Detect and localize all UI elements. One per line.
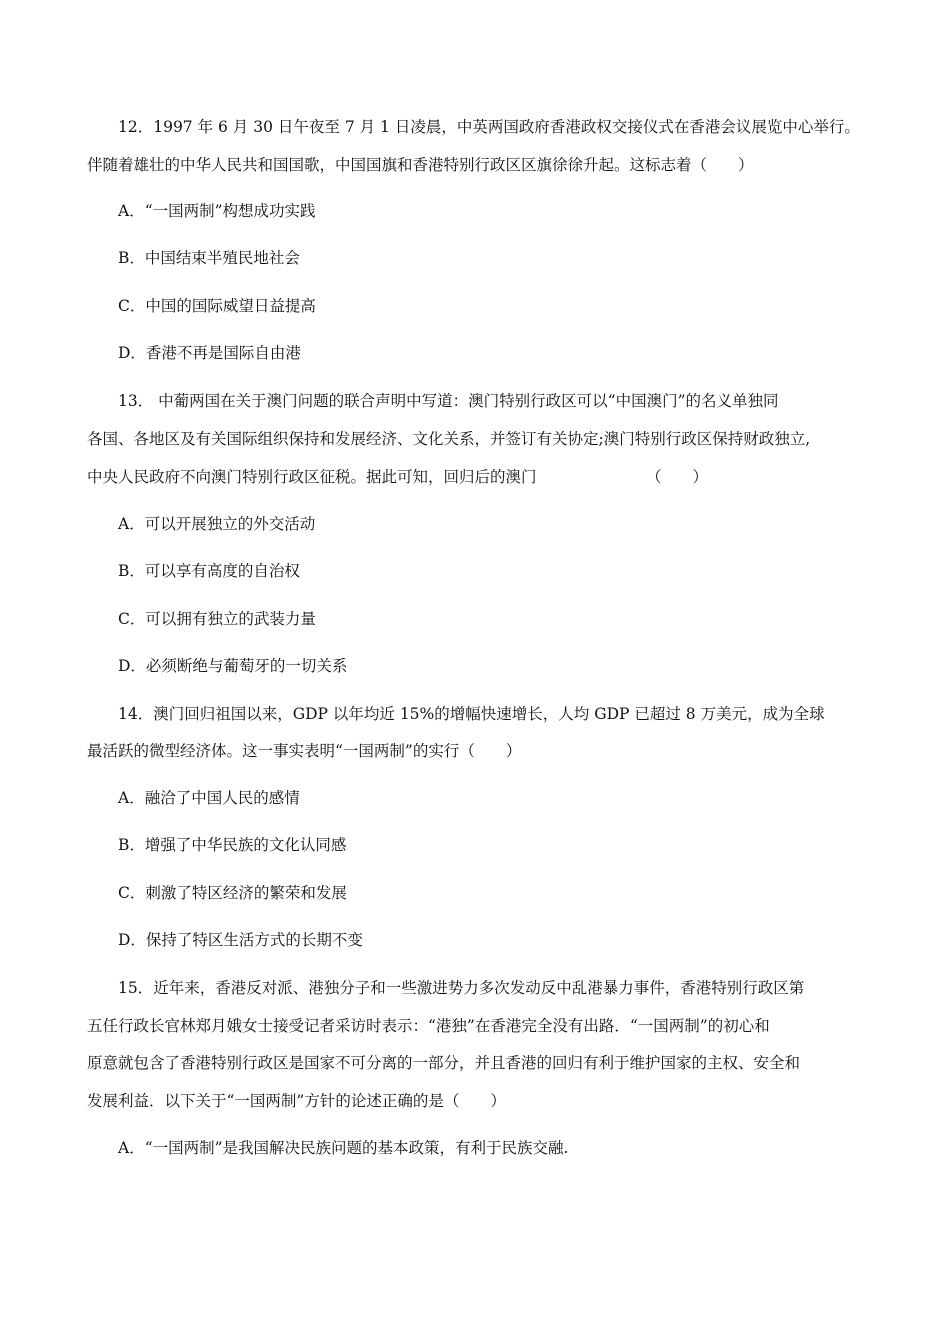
question-13-option-b: B．可以享有高度的自治权	[118, 562, 300, 580]
question-13-option-c: C．可以拥有独立的武装力量	[118, 610, 316, 628]
question-13-line-1: 13． 中葡两国在关于澳门问题的联合声明中写道：澳门特别行政区可以“中国澳门”的名义单独同	[118, 392, 779, 410]
question-12-option-a: A．“一国两制”构想成功实践	[118, 202, 316, 220]
question-14-option-b: B．增强了中华民族的文化认同感	[118, 836, 347, 854]
question-14-option-c: C．刺激了特区经济的繁荣和发展	[118, 884, 347, 902]
question-15-line-4: 发展利益．以下关于“一国两制”方针的论述正确的是（ ）	[87, 1092, 506, 1110]
question-15-line-2: 五任行政长官林郑月娥女士接受记者采访时表示：“港独”在香港完全没有出路．“一国两制”的初心和	[87, 1017, 770, 1035]
question-13-line-3: 中央人民政府不向澳门特别行政区征税。据此可知，回归后的澳门	[87, 468, 537, 486]
question-12-option-d: D．香港不再是国际自由港	[118, 344, 301, 362]
question-15-line-1: 15．近年来，香港反对派、港独分子和一些激进势力多次发动反中乱港暴力事件，香港特别行政区第	[118, 979, 805, 997]
question-15-option-a: A．“一国两制”是我国解决民族问题的基本政策，有利于民族交融.	[118, 1139, 569, 1157]
question-13-line-2: 各国、各地区及有关国际组织保持和发展经济、文化关系，并签订有关协定;澳门特别行政区保持财政独立,	[87, 430, 811, 448]
question-14-line-1: 14．澳门回归祖国以来，GDP 以年均近 15%的增幅快速增长，人均 GDP 已超过 8 万美元，成为全球	[118, 705, 825, 723]
question-14-line-2: 最活跃的微型经济体。这一事实表明“一国两制”的实行（ ）	[87, 742, 522, 760]
question-12-option-c: C．中国的国际威望日益提高	[118, 297, 316, 315]
question-13-answer-blank: （ ）	[646, 468, 709, 486]
question-13-option-a: A．可以开展独立的外交活动	[118, 515, 316, 533]
question-14-option-d: D．保持了特区生活方式的长期不变	[118, 931, 363, 949]
question-12-line-2: 伴随着雄壮的中华人民共和国国歌，中国国旗和香港特别行政区区旗徐徐升起。这标志着（ ）	[87, 156, 754, 174]
question-12-option-b: B．中国结束半殖民地社会	[118, 249, 300, 267]
question-13-option-d: D．必须断绝与葡萄牙的一切关系	[118, 657, 348, 675]
question-14-option-a: A．融洽了中国人民的感情	[118, 789, 300, 807]
question-12-line-1: 12．1997 年 6 月 30 日午夜至 7 月 1 日凌晨，中英两国政府香港政权交接仪式在香港会议展览中心举行。	[118, 118, 860, 136]
question-15-line-3: 原意就包含了香港特别行政区是国家不可分离的一部分，并且香港的回归有利于维护国家的主权、安全和	[87, 1054, 801, 1072]
